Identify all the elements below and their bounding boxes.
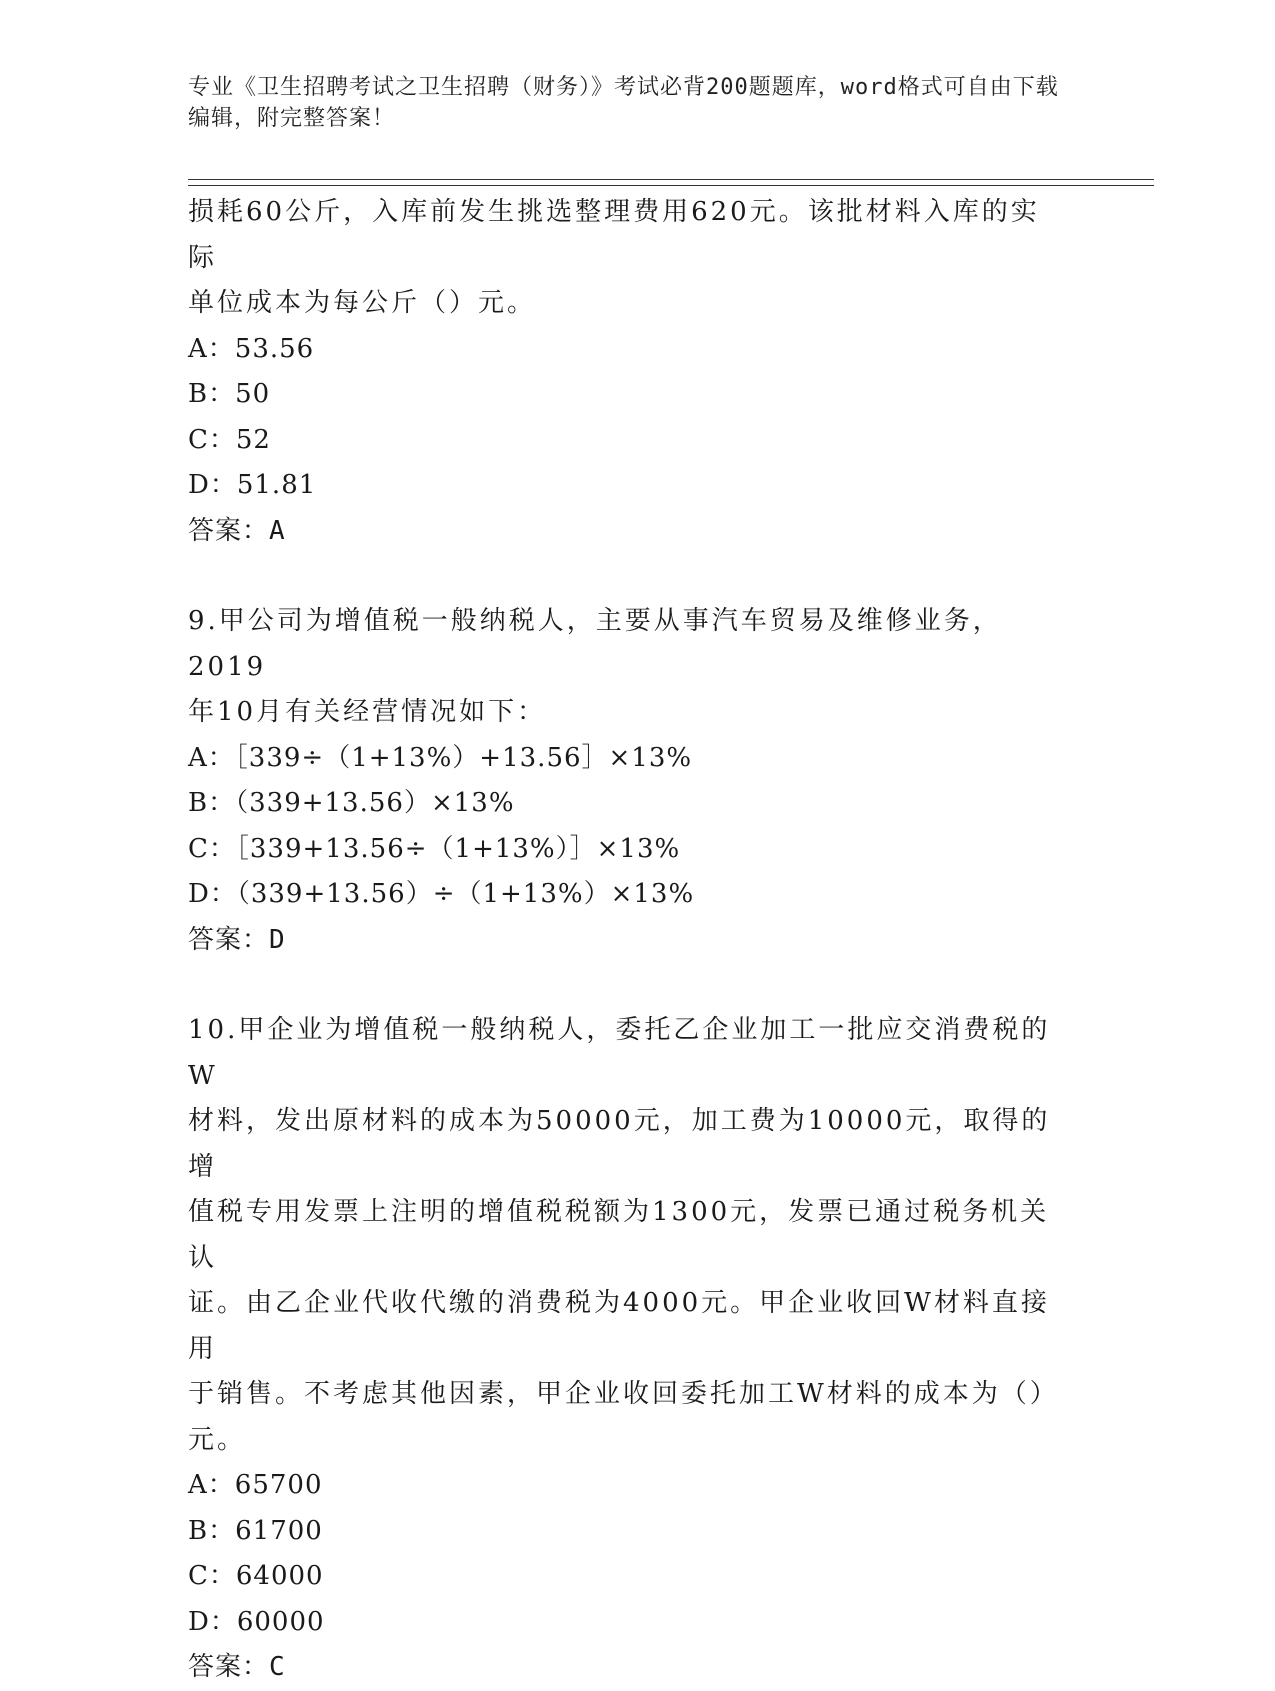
header-text: 专业《卫生招聘考试之卫生招聘（财务）》考试必背200题题库，word格式可自由下载编辑，附完整答案！ xyxy=(188,75,1059,131)
question-line: 年10月有关经营情况如下： xyxy=(188,697,547,727)
option-c: C：64000 xyxy=(188,1561,324,1591)
option-b: B：（339+13.56）×13% xyxy=(188,788,515,818)
answer-line: 答案：D xyxy=(188,924,286,955)
option-c: C：［339+13.56÷（1+13%）］×13% xyxy=(188,833,681,864)
question-block xyxy=(188,1008,1068,1691)
question-list xyxy=(188,190,1068,1691)
question-line: 10.甲企业为增值税一般纳税人，委托乙企业加工一批应交消费税的W xyxy=(188,1015,1051,1091)
option-b: B：61700 xyxy=(188,1515,323,1546)
question-line: 材料，发出原材料的成本为50000元，加工费为10000元，取得的增 xyxy=(188,1106,1051,1182)
option-a: A：53.56 xyxy=(188,333,315,364)
header-rule-bottom xyxy=(188,185,1154,186)
header-rule-top xyxy=(188,179,1154,180)
document-header xyxy=(188,72,1068,134)
question-line: 元。 xyxy=(188,1424,247,1455)
question-line: 损耗60公斤，入库前发生挑选整理费用620元。该批材料入库的实际 xyxy=(188,197,1040,273)
question-line: 9.甲公司为增值税一般纳税人，主要从事汽车贸易及维修业务，2019 xyxy=(188,606,1002,682)
question-line: 值税专用发票上注明的增值税税额为1300元，发票已通过税务机关认 xyxy=(188,1197,1050,1273)
spacer xyxy=(188,554,1068,599)
spacer xyxy=(188,963,1068,1008)
answer-line: 答案：C xyxy=(188,1652,286,1682)
option-d: D：（339+13.56）÷（1+13%）×13% xyxy=(188,879,695,909)
option-a: A：65700 xyxy=(188,1470,323,1500)
question-line: 于销售。不考虑其他因素，甲企业收回委托加工W材料的成本为（） xyxy=(188,1379,1059,1409)
question-block xyxy=(188,599,1068,963)
option-d: D：60000 xyxy=(188,1606,325,1637)
option-b: B：50 xyxy=(188,379,271,409)
question-line: 证。由乙企业代收代缴的消费税为4000元。甲企业收回W材料直接用 xyxy=(188,1288,1050,1364)
question-line: 单位成本为每公斤（）元。 xyxy=(188,288,537,318)
option-c: C：52 xyxy=(188,424,271,455)
answer-line: 答案：A xyxy=(188,515,286,546)
option-d: D：51.81 xyxy=(188,470,317,500)
question-block xyxy=(188,190,1068,554)
option-a: A：［339÷（1+13%）+13.56］×13% xyxy=(188,742,693,773)
